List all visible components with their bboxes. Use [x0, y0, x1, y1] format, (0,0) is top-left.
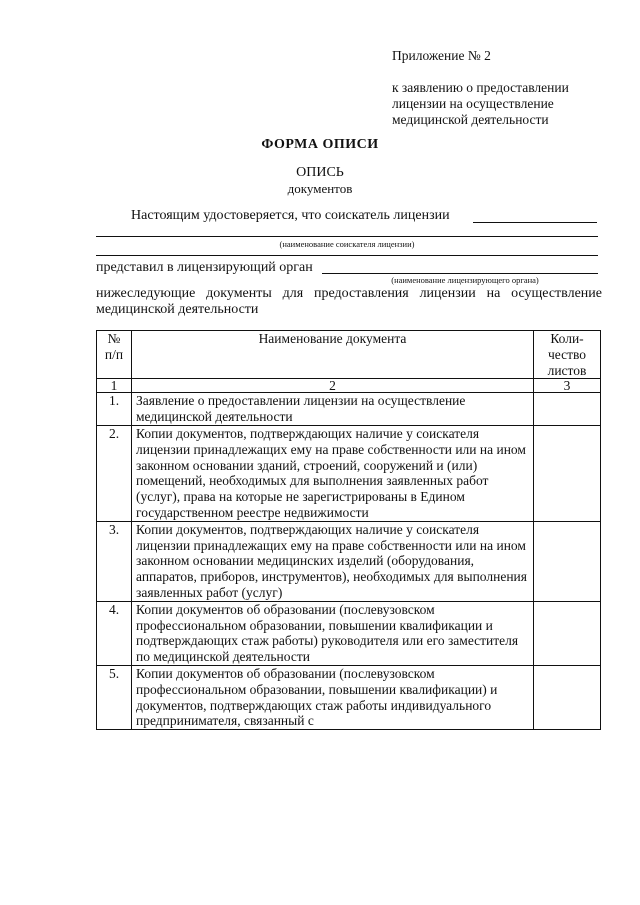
- row-number: 1.: [97, 393, 132, 426]
- appendix-block: [392, 48, 569, 128]
- row-document-name: Копии документов, подтверждающих наличие у соискателя лицензии принадлежащих ему на праве собственности или на ином законном основании зданий, строений, сооружений и (или) помещений, необходимых для выполнения заявленных работ (услуг), права на которые не зарегистрированы в Едином государственном реестре недвижимости: [132, 425, 534, 521]
- table-row: [97, 665, 601, 729]
- appendix-title: Приложение № 2: [392, 48, 491, 63]
- row-sheet-count[interactable]: [534, 601, 601, 665]
- row-document-name: Копии документов, подтверждающих наличие у соискателя лицензии принадлежащих ему на праве собственности или на ином законном основании медицинских изделий (оборудования, аппаратов, приборов, инструментов), необходимых для выполнения заявленных работ (услуг): [132, 521, 534, 601]
- column-number-row: [97, 379, 601, 393]
- table-row: [97, 425, 601, 521]
- header-number: [97, 331, 132, 379]
- authority-line: [322, 273, 598, 274]
- column-number-1: 1: [97, 379, 132, 393]
- header-number-line1: №: [107, 331, 121, 346]
- table-row: [97, 521, 601, 601]
- following-documents-text: нижеследующие документы для предоставления лицензии на осуществление медицинской деятельности: [96, 286, 602, 317]
- row-document-name: Заявление о предоставлении лицензии на осуществление медицинской деятельности: [132, 393, 534, 426]
- documents-subtitle: документов: [287, 181, 353, 196]
- header-count-line1: Коли-: [550, 331, 584, 346]
- row-sheet-count[interactable]: [534, 425, 601, 521]
- applicant-line-second: [96, 255, 598, 256]
- header-name: Наименование документа: [132, 331, 534, 379]
- row-sheet-count[interactable]: [534, 521, 601, 601]
- row-number: 5.: [97, 665, 132, 729]
- header-count: [534, 331, 601, 379]
- appendix-line-1: к заявлению о предоставлении: [392, 80, 569, 95]
- column-number-2: 2: [132, 379, 534, 393]
- row-document-name: Копии документов об образовании (послевузовском профессиональном образовании, повышении квалификации и подтверждающих стаж работы) руководителя или его заместителя по медицинской деятельности: [132, 601, 534, 665]
- row-number: 2.: [97, 425, 132, 521]
- applicant-caption: (наименование соискателя лицензии): [279, 239, 415, 249]
- header-count-line2: чество: [547, 346, 587, 362]
- row-number: 4.: [97, 601, 132, 665]
- inventory-title: ОПИСЬ: [296, 165, 344, 180]
- header-number-line2: п/п: [104, 346, 124, 362]
- intro-text: Настоящим удостоверяется, что соискатель лицензии: [131, 208, 450, 223]
- documents-table: [96, 330, 601, 730]
- row-sheet-count[interactable]: [534, 393, 601, 426]
- appendix-line-2: лицензии на осуществление: [392, 96, 554, 111]
- table-header-row: [97, 331, 601, 379]
- submitted-text: представил в лицензирующий орган: [96, 260, 313, 275]
- row-document-name: Копии документов об образовании (послевузовском профессиональном образовании, повышении квалификации) и документов, подтверждающих стаж работы индивидуального предпринимателя, связанный с: [132, 665, 534, 729]
- column-number-3: 3: [534, 379, 601, 393]
- row-sheet-count[interactable]: [534, 665, 601, 729]
- header-count-line3: листов: [547, 362, 587, 378]
- form-title: ФОРМА ОПИСИ: [261, 137, 379, 152]
- applicant-line-short: [473, 222, 597, 223]
- authority-caption: (наименование лицензирующего органа): [391, 275, 539, 285]
- appendix-line-3: медицинской деятельности: [392, 112, 549, 127]
- applicant-line-full: [96, 236, 598, 237]
- table-row: [97, 601, 601, 665]
- table-row: [97, 393, 601, 426]
- row-number: 3.: [97, 521, 132, 601]
